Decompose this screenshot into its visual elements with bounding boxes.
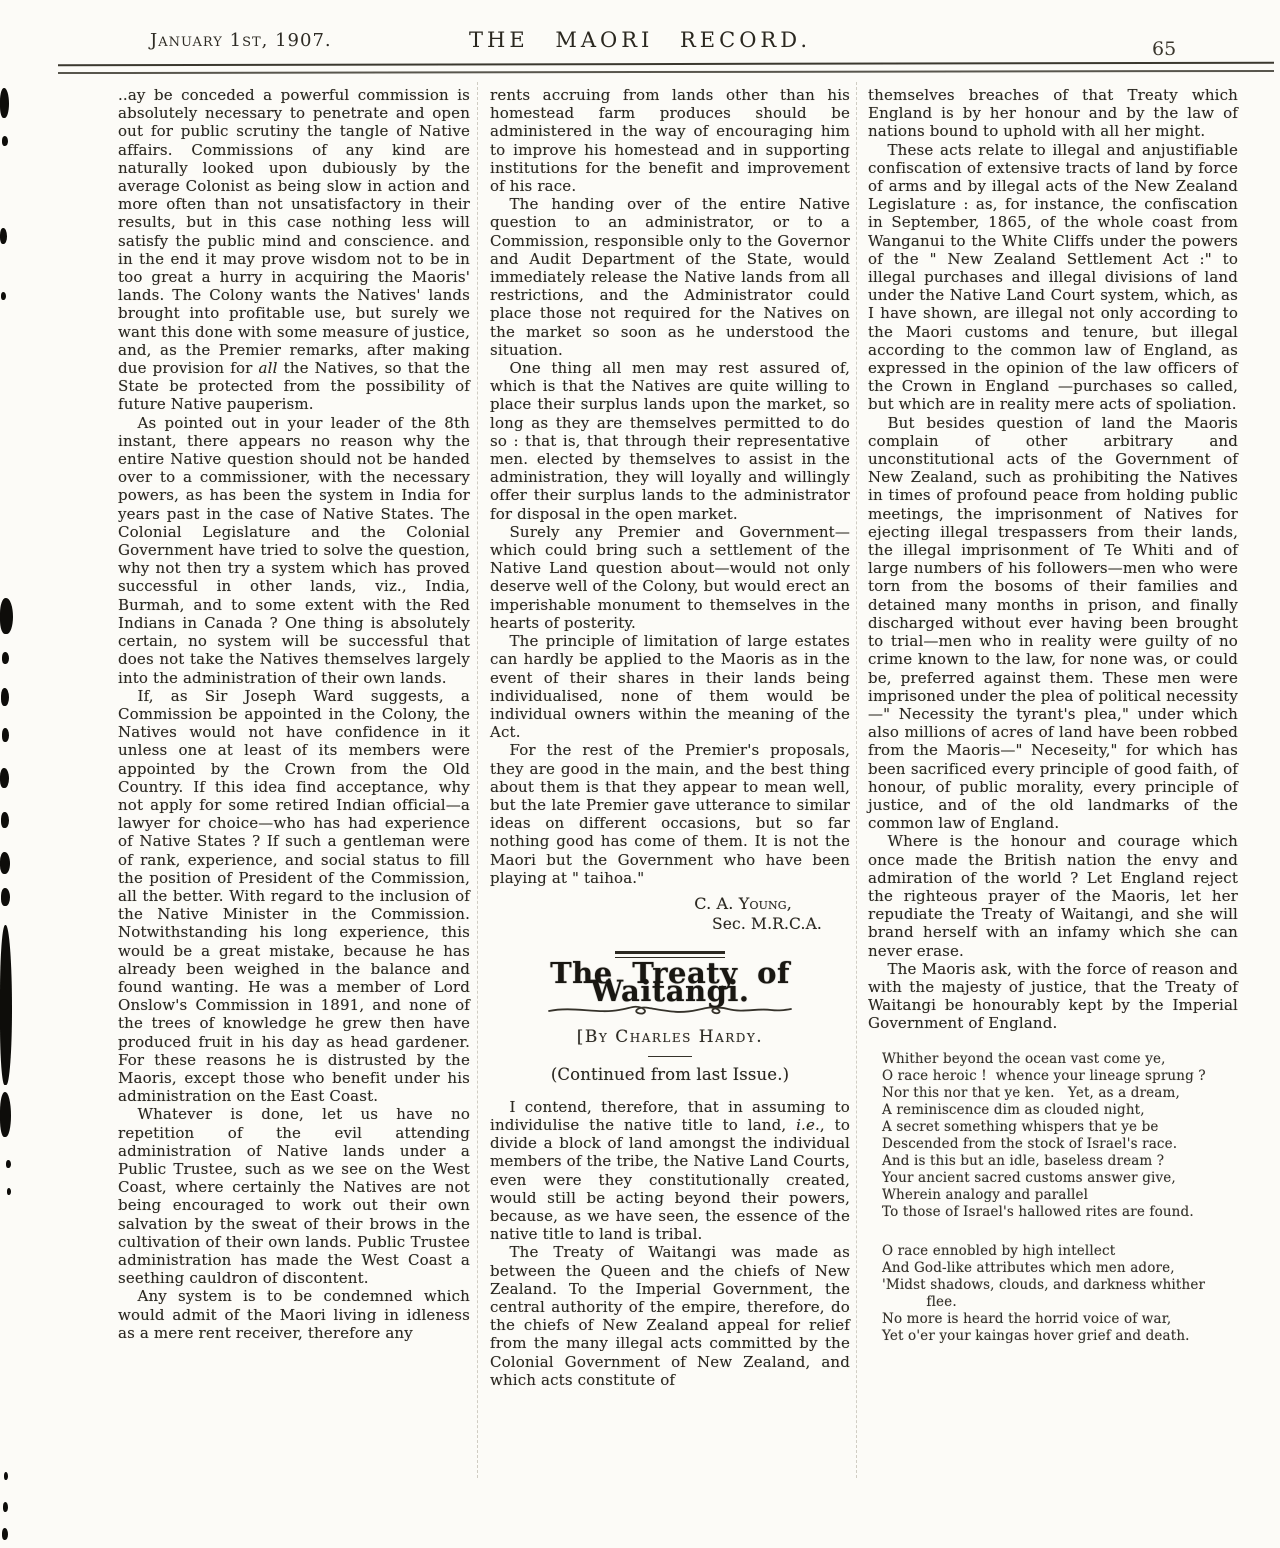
scan-artifact bbox=[2, 728, 9, 742]
paragraph: The Maoris ask, with the force of reason and with the majesty of justice, that the Treaty of Waitangi be honourably kept by the Imperial Government of England. bbox=[868, 959, 1238, 1033]
page-number: 65 bbox=[1152, 38, 1177, 60]
poem-line: And God-like attributes which men adore, bbox=[882, 1259, 1175, 1276]
poem-line: flee. bbox=[882, 1293, 957, 1310]
paragraph: I contend, therefore, that in assuming to individulise the native title to land, i.e., to divide a block of land amongst the individual members of the tribe, the Native Land Courts, even were they constitutionally created, would still be acting beyond their powers, because, as we have seen, the essence of the native title to land is tribal. bbox=[490, 1097, 850, 1244]
poem-line: Wherein analogy and parallel bbox=[882, 1186, 1089, 1203]
paragraph: Surely any Premier and Government—which could bring such a settlement of the Native Land question about—would not only deserve well of the Colony, but would erect an imperishable monument to themselves in the hearts of posterity. bbox=[490, 522, 850, 632]
header-date: January 1st, 1907. bbox=[150, 30, 332, 51]
poem-line: Yet o'er your kaingas hover grief and death. bbox=[882, 1327, 1190, 1344]
paragraph: The handing over of the entire Native question to an administrator, or to a Commission, responsible only to the Governor and Audit Department of the State, would immediately release the Native lands from all restrictions, and the Administrator could place those not required for the Natives on the market so soon as he understood the situation. bbox=[490, 195, 850, 359]
scan-artifact bbox=[0, 925, 12, 1085]
scan-artifact bbox=[1, 688, 9, 706]
poem-line: No more is heard the horrid voice of war, bbox=[882, 1310, 1172, 1327]
scan-artifact bbox=[0, 1092, 11, 1137]
paragraph: Where is the honour and courage which once made the British nation the envy and admiration of the world ? Let England reject the righteous prayer of the Maoris, let her repudiate the Treaty of Waitangi, and she will brand herself with an infamy which she can never erase. bbox=[868, 832, 1238, 960]
poem-line: Your ancient sacred customs answer give, bbox=[882, 1169, 1176, 1186]
scan-artifact bbox=[1, 812, 9, 828]
column-left bbox=[118, 86, 470, 1342]
poem-stanza-2 bbox=[882, 1243, 1238, 1345]
scan-artifact bbox=[7, 1188, 11, 1195]
scan-artifact bbox=[4, 1472, 8, 1480]
poem-line: Descended from the stock of Israel's race. bbox=[882, 1135, 1178, 1152]
column-center bbox=[490, 86, 850, 1389]
scan-artifact bbox=[1, 888, 10, 906]
scan-artifact bbox=[1, 292, 6, 300]
poem-line: A secret something whispers that ye be bbox=[882, 1118, 1159, 1135]
column-separator bbox=[856, 82, 857, 1478]
signature-name: C. A. Young, bbox=[694, 893, 792, 913]
poem-line: Whither beyond the ocean vast come ye, bbox=[882, 1050, 1166, 1067]
poem-line: O race ennobled by high intellect bbox=[882, 1242, 1116, 1259]
poem-line: O race heroic ! whence your lineage sprung ? bbox=[882, 1067, 1206, 1084]
header-rule-bottom bbox=[58, 70, 1274, 74]
signature-block bbox=[490, 893, 850, 935]
scan-artifact bbox=[0, 88, 9, 118]
poem-line: 'Midst shadows, clouds, and darkness whither bbox=[882, 1276, 1206, 1293]
paragraph: ..ay be conceded a powerful commission is absolutely necessary to penetrate and open out for public scrutiny the tangle of Native affairs. Commissions of any kind are naturally looked upon dubiously by the average Colonist as being slow in action and more often than not unsatisfactory in their results, but in this case nothing less will satisfy the public mind and conscience. and in the end it may prove wisdom not to be in too great a hurry in acquiring the Maoris' lands. The Colony wants the Natives' lands brought into profitable use, but surely we want this done with some measure of justice, and, as the Premier remarks, after making due provision for all the Natives, so that the State be protected from the possibility of future Native pauperism. bbox=[118, 86, 470, 414]
paragraph: But besides question of land the Maoris complain of other arbitrary and unconstitutional acts of the Government of New Zealand, such as prohibiting the Natives in times of profound peace from holding public meetings, the imprisonment of Natives for ejecting illegal trespassers from their lands, the illegal imprisonment of Te Whiti and of large numbers of his followers—men who were torn from the bosoms of their families and detained many months in prison, and finally discharged without ever having been brought to trial—men who in reality were guilty of no crime known to the law, for none was, or could be, preferred against them. These men were imprisoned under the plea of political necessity—" Necessity the tyrant's plea," under which also millions of acres of land have been robbed from the Maoris—" Neceseity," for which has been sacrificed every principle of good faith, of honour, of public morality, every principle of justice, and of the old landmarks of the common law of England. bbox=[868, 413, 1238, 833]
scan-artifact bbox=[2, 652, 9, 664]
poem-line: To those of Israel's hallowed rites are found. bbox=[882, 1203, 1194, 1220]
byline-rule bbox=[648, 1056, 692, 1057]
article-end-paragraphs bbox=[490, 86, 850, 887]
article-title: The Treaty of Waitangi. bbox=[550, 955, 790, 1009]
paragraph: The principle of limitation of large estates can hardly be applied to the Maoris as in the event of their shares in their lands being individualised, none of them would be individual owners within the meaning of the Act. bbox=[490, 632, 850, 742]
scan-artifact bbox=[0, 228, 7, 244]
paragraph: These acts relate to illegal and anjustifiable confiscation of extensive tracts of land by force of arms and by illegal acts of the New Zealand Legislature : as, for instance, the confiscation in September, 1865, of the whole coast from Wanganui to the White Cliffs under the powers of the " New Zealand Settlement Act :" to illegal purchases and illegal divisions of land under the Native Land Court system, which, as I have shown, are illegal not only according to the Maori customs and tenure, but illegal according to the common law of England, as expressed in the opinion of the law officers of the Crown in England —purchases so called, but which are in reality mere acts of spoliation. bbox=[868, 140, 1238, 414]
poem-line: A reminiscence dim as clouded night, bbox=[882, 1101, 1145, 1118]
signature-role: Sec. M.R.C.A. bbox=[711, 914, 822, 933]
poem-line: Nor this nor that ye ken. Yet, as a dream, bbox=[882, 1084, 1180, 1101]
paragraph: rents accruing from lands other than his homestead farm produces should be administered in the way of encouraging him to improve his homestead and in supporting institutions for the benefit and improvement of his race. bbox=[490, 86, 850, 196]
scan-artifact bbox=[2, 136, 8, 146]
header-rule-top bbox=[58, 62, 1274, 67]
scan-artifact bbox=[6, 1160, 11, 1168]
paragraph: The Treaty of Waitangi was made as between the Queen and the chiefs of New Zealand. To the Imperial Government, the central authority of the empire, therefore, do the chiefs of New Zealand appeal for relief from the many illegal acts committed by the Colonial Government of New Zealand, and which acts constitute of bbox=[490, 1243, 850, 1389]
scan-artifact bbox=[0, 768, 9, 788]
paragraph: If, as Sir Joseph Ward suggests, a Commission be appointed in the Colony, the Natives would not have confidence in it unless one at least of its members were appointed by the Crown from the Old Country. If this idea find acceptance, why not apply for some retired Indian official—a lawyer for choice—who has had experience of Native States ? If such a gentleman were of rank, experience, and social status to fill the position of President of the Commission, all the better. With regard to the inclusion of the Native Minister in the Commission. Notwithstanding his long experience, this would be a great mistake, because he has already been weighed in the balance and found wanting. He was a member of Lord Onslow's Commission in 1891, and none of the trees of knowledge he grew then have produced fruit in his day as head gardener. For these reasons he is distrusted by the Maoris, except those who benefit under his administration on the East Coast. bbox=[118, 686, 470, 1106]
paragraph: Whatever is done, let us have no repetition of the evil attending administration of Native lands under a Public Trustee, such as we see on the West Coast, where certainly the Natives are not being encouraged to work out their own salvation by the sweat of their brows in the cultivation of their own lands. Public Trustee administration has made the West Coast a seething cauldron of discontent. bbox=[118, 1105, 470, 1288]
poem-stanza-1 bbox=[882, 1051, 1238, 1221]
poem-line: And is this but an idle, baseless dream ? bbox=[882, 1152, 1165, 1169]
paragraph: As pointed out in your leader of the 8th instant, there appears no reason why the entire Native question should not be handed over to a commissioner, with the necessary powers, as has been the system in India for years past in the case of Native States. The Colonial Legislature and the Colonial Government have tried to solve the question, why not then try a system which has proved successful in other lands, viz., India, Burmah, and to some extent with the Red Indians in Canada ? One thing is absolutely certain, no system will be successful that does not take the Natives themselves largely into the administration of their own lands. bbox=[118, 413, 470, 687]
paragraph: themselves breaches of that Treaty which England is by her honour and by the law of nations bound to uphold with all her might. bbox=[868, 86, 1238, 141]
article2-paragraphs-continued bbox=[868, 86, 1238, 1033]
column-right bbox=[868, 86, 1238, 1345]
scan-artifact bbox=[2, 1528, 8, 1540]
scan-artifact bbox=[3, 1502, 8, 1512]
scan-artifact bbox=[0, 598, 13, 634]
scan-artifact bbox=[0, 852, 10, 874]
continued-note: (Continued from last Issue.) bbox=[550, 1064, 790, 1084]
paragraph: One thing all men may rest assured of, which is that the Natives are quite willing to place their surplus lands upon the market, so long as they are themselves permitted to do so : that is, that through their representative men. elected by themselves to assist in the administration, they will loyally and willingly offer their surplus lands to the administrator for disposal in the open market. bbox=[490, 359, 850, 523]
paragraph: For the rest of the Premier's proposals, they are good in the main, and the best thing about them is that they appear to mean well, but the late Premier gave utterance to similar ideas on different occasions, but so far nothing good has come of them. It is not the Maori but the Government who have been playing at " taihoa." bbox=[490, 741, 850, 887]
masthead-title: THE MAORI RECORD. bbox=[469, 28, 811, 52]
byline: [By Charles Hardy. bbox=[576, 1027, 764, 1048]
paragraph: Any system is to be condemned which would admit of the Maori living in idleness as a mere rent receiver, therefore any bbox=[118, 1287, 470, 1342]
column-separator bbox=[477, 82, 478, 1478]
article2-paragraphs bbox=[490, 1098, 850, 1389]
